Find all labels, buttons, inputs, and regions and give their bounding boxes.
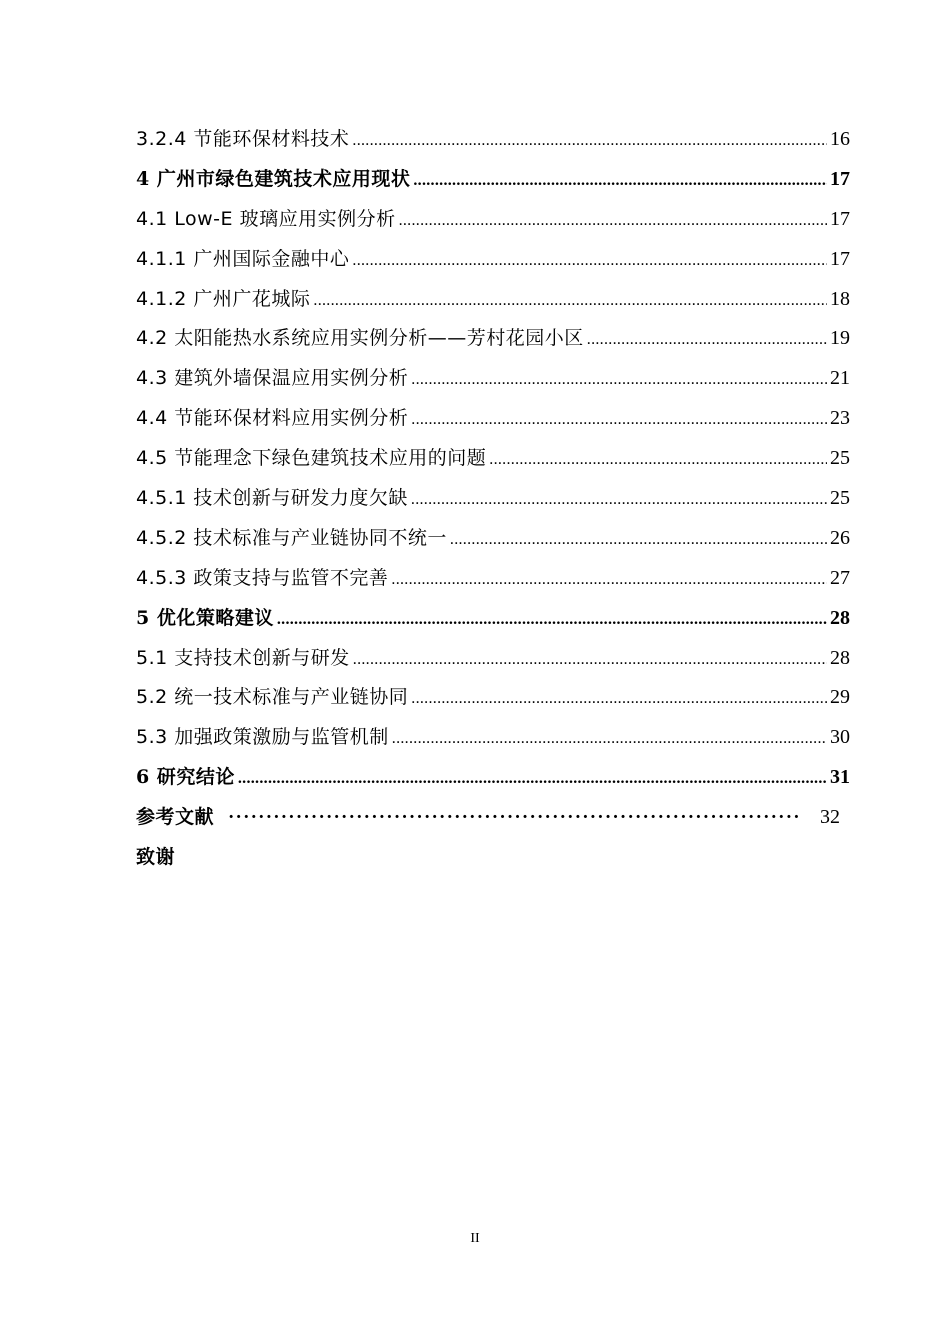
toc-dot-leader [399, 201, 827, 241]
toc-entry-page-number: 23 [830, 407, 850, 430]
toc-entry-page-number: 25 [830, 447, 850, 470]
toc-entry-title: 参考文献 [136, 806, 215, 829]
toc-entry [136, 559, 850, 599]
toc-entry-page-number: 17 [830, 167, 850, 190]
toc-entry [136, 758, 850, 798]
toc-dot-leader [228, 798, 802, 838]
table-of-contents [136, 120, 850, 878]
toc-entry-title: 4.5.1 技术创新与研发力度欠缺 [136, 487, 408, 510]
toc-entry [136, 399, 850, 439]
toc-entry-title: 4.1.2 广州广花城际 [136, 287, 311, 310]
toc-dot-leader [411, 679, 827, 719]
toc-dot-leader [450, 520, 827, 560]
toc-entry-title: 3.2.4 节能环保材料技术 [136, 128, 350, 150]
toc-entry-page-number: 28 [830, 646, 850, 669]
toc-entry [136, 639, 850, 679]
toc-dot-leader [277, 600, 827, 640]
toc-entry-page-number: 30 [830, 726, 850, 749]
toc-entry [136, 599, 850, 639]
toc-entry-page-number: 27 [830, 566, 850, 589]
toc-entry-title: 5.1 支持技术创新与研发 [136, 646, 350, 669]
toc-entry-page-number: 21 [830, 367, 850, 390]
toc-entry-title: 4.2 太阳能热水系统应用实例分析——芳村花园小区 [136, 327, 584, 350]
toc-entry-title: 4.5 节能理念下绿色建筑技术应用的问题 [136, 447, 487, 470]
toc-entry-title: 4.1.1 广州国际金融中心 [136, 247, 350, 270]
toc-entry [136, 678, 850, 718]
toc-entry-title: 4.5.3 政策支持与监管不完善 [136, 566, 389, 589]
toc-entry [136, 280, 850, 320]
toc-entry-title: 4.4 节能环保材料应用实例分析 [136, 407, 409, 430]
toc-entry-page-number: 29 [830, 686, 850, 709]
toc-entry [136, 120, 850, 160]
toc-dot-leader [411, 400, 827, 440]
toc-entry-title: 4.5.2 技术标准与产业链协同不统一 [136, 526, 447, 549]
toc-dot-leader [587, 320, 827, 360]
toc-entry-page-number: 19 [830, 327, 850, 350]
toc-entry-title: 致谢 [136, 846, 176, 869]
toc-entry-page-number: 26 [830, 526, 850, 549]
toc-entry [136, 479, 850, 519]
toc-dot-leader [413, 161, 827, 201]
toc-dot-leader [352, 121, 827, 161]
toc-entry [136, 519, 850, 559]
toc-entry-title: 6 研究结论 [136, 766, 235, 789]
toc-entry-page-number: 18 [830, 287, 850, 310]
toc-entry [136, 240, 850, 280]
page-number-footer: II [470, 1231, 480, 1246]
toc-dot-leader [411, 480, 827, 520]
toc-dot-leader [411, 360, 827, 400]
toc-entry-page-number: 17 [830, 247, 850, 270]
toc-entry [136, 160, 850, 200]
toc-entry-title: 4 广州市绿色建筑技术应用现状 [136, 167, 411, 190]
toc-entry [136, 319, 850, 359]
toc-entry-page-number: 32 [820, 806, 840, 829]
toc-entry-title: 4.3 建筑外墙保温应用实例分析 [136, 367, 409, 390]
toc-entry-title: 5.3 加强政策激励与监管机制 [136, 726, 389, 749]
toc-entry-page-number: 16 [830, 128, 850, 150]
toc-entry-page-number: 28 [830, 606, 850, 629]
toc-entry [136, 439, 850, 479]
toc-entry [136, 838, 850, 878]
toc-entry-page-number: 25 [830, 487, 850, 510]
toc-dot-leader [353, 640, 827, 680]
toc-entry [136, 200, 850, 240]
toc-entry [136, 718, 850, 758]
toc-entry [136, 798, 850, 838]
toc-dot-leader [392, 719, 827, 759]
toc-dot-leader [352, 241, 827, 281]
toc-entry-title: 4.1 Low-E 玻璃应用实例分析 [136, 207, 396, 230]
toc-dot-leader [313, 281, 827, 321]
toc-entry-page-number: 31 [830, 766, 850, 789]
toc-entry-title: 5.2 统一技术标准与产业链协同 [136, 686, 409, 709]
toc-dot-leader [238, 759, 827, 799]
toc-entry-title: 5 优化策略建议 [136, 606, 274, 629]
toc-dot-leader [489, 440, 827, 480]
toc-entry [136, 359, 850, 399]
toc-entry-page-number: 17 [830, 207, 850, 230]
toc-dot-leader [391, 560, 827, 600]
